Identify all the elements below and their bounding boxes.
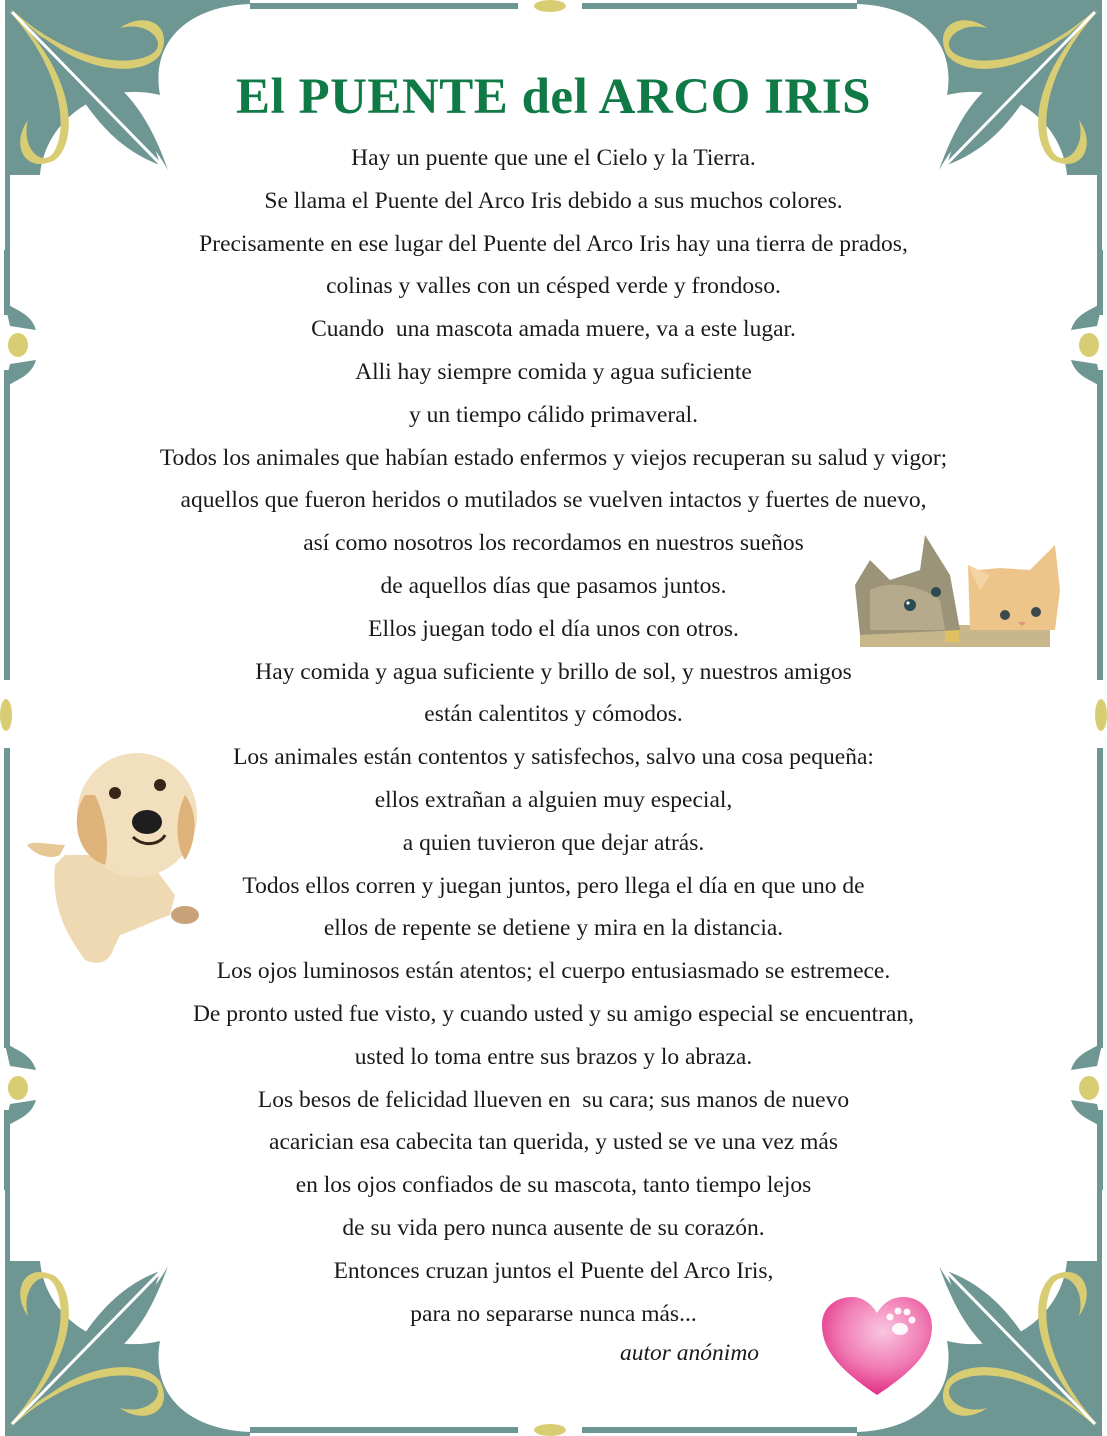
poem-line: en los ojos confiados de su mascota, tanto tiempo lejos xyxy=(295,1172,812,1199)
kittens-illustration xyxy=(850,530,1065,650)
puppy-illustration xyxy=(25,745,205,970)
poem-line: Los besos de felicidad llueven en su cara; sus manos de nuevo xyxy=(257,1086,850,1113)
poem-line: ellos de repente se detiene y mira en la distancia. xyxy=(323,915,784,942)
poem-line: de aquellos días que pasamos juntos. xyxy=(380,572,727,599)
poem-line: de su vida pero nunca ausente de su corazón. xyxy=(342,1214,765,1241)
poem-line: para no separarse nunca más... xyxy=(410,1300,697,1327)
poem-line: Todos ellos corren y juegan juntos, pero llega el día en que uno de xyxy=(242,872,865,899)
poem-line: Hay un puente que une el Cielo y la Tierra. xyxy=(351,145,756,171)
poem-line: colinas y valles con un césped verde y frondoso. xyxy=(326,273,781,300)
poem-line: Entonces cruzan juntos el Puente del Arco Iris, xyxy=(333,1257,774,1284)
poem-line: usted lo toma entre sus brazos y lo abraza. xyxy=(354,1043,753,1070)
poem-line: así como nosotros los recordamos en nuestros sueños xyxy=(303,530,804,557)
poem-line: están calentitos y cómodos. xyxy=(424,701,683,728)
poem-line: Los ojos luminosos están atentos; el cuerpo entusiasmado se estremece. xyxy=(216,958,891,985)
poem-line: ellos extrañan a alguien muy especial, xyxy=(374,786,733,813)
poem-line: Se llama el Puente del Arco Iris debido a sus muchos colores. xyxy=(264,187,843,214)
poem-line: acarician esa cabecita tan querida, y usted se ve una vez más xyxy=(269,1129,838,1156)
poem-line: Los animales están contentos y satisfechos, salvo una cosa pequeña: xyxy=(233,744,874,771)
poem-body xyxy=(0,137,1107,1335)
poem-line: aquellos que fueron heridos o mutilados se vuelven intactos y fuertes de nuevo, xyxy=(180,487,927,514)
poem-line: Alli hay siempre comida y agua suficiente xyxy=(355,358,752,385)
poem-line: Precisamente en ese lugar del Puente del Arco Iris hay una tierra de prados, xyxy=(199,230,908,257)
poem-line: Todos los animales que habían estado enfermos y viejos recuperan su salud y vigor; xyxy=(159,444,948,471)
poem-line: Ellos juegan todo el día unos con otros. xyxy=(368,615,739,642)
poem-line: a quien tuvieron que dejar atrás. xyxy=(402,829,705,856)
poem-title: El PUENTE del ARCO IRIS xyxy=(236,69,871,125)
poem-line: Hay comida y agua suficiente y brillo de sol, y nuestros amigos xyxy=(255,658,852,685)
author-credit: autor anónimo xyxy=(620,1340,760,1366)
poem-line: De pronto usted fue visto, y cuando usted y su amigo especial se encuentran, xyxy=(192,1000,915,1027)
poem-line: y un tiempo cálido primaveral. xyxy=(408,401,699,428)
poem-line: Cuando una mascota amada muere, va a este lugar. xyxy=(311,316,796,343)
heart-paw-illustration xyxy=(820,1295,935,1400)
